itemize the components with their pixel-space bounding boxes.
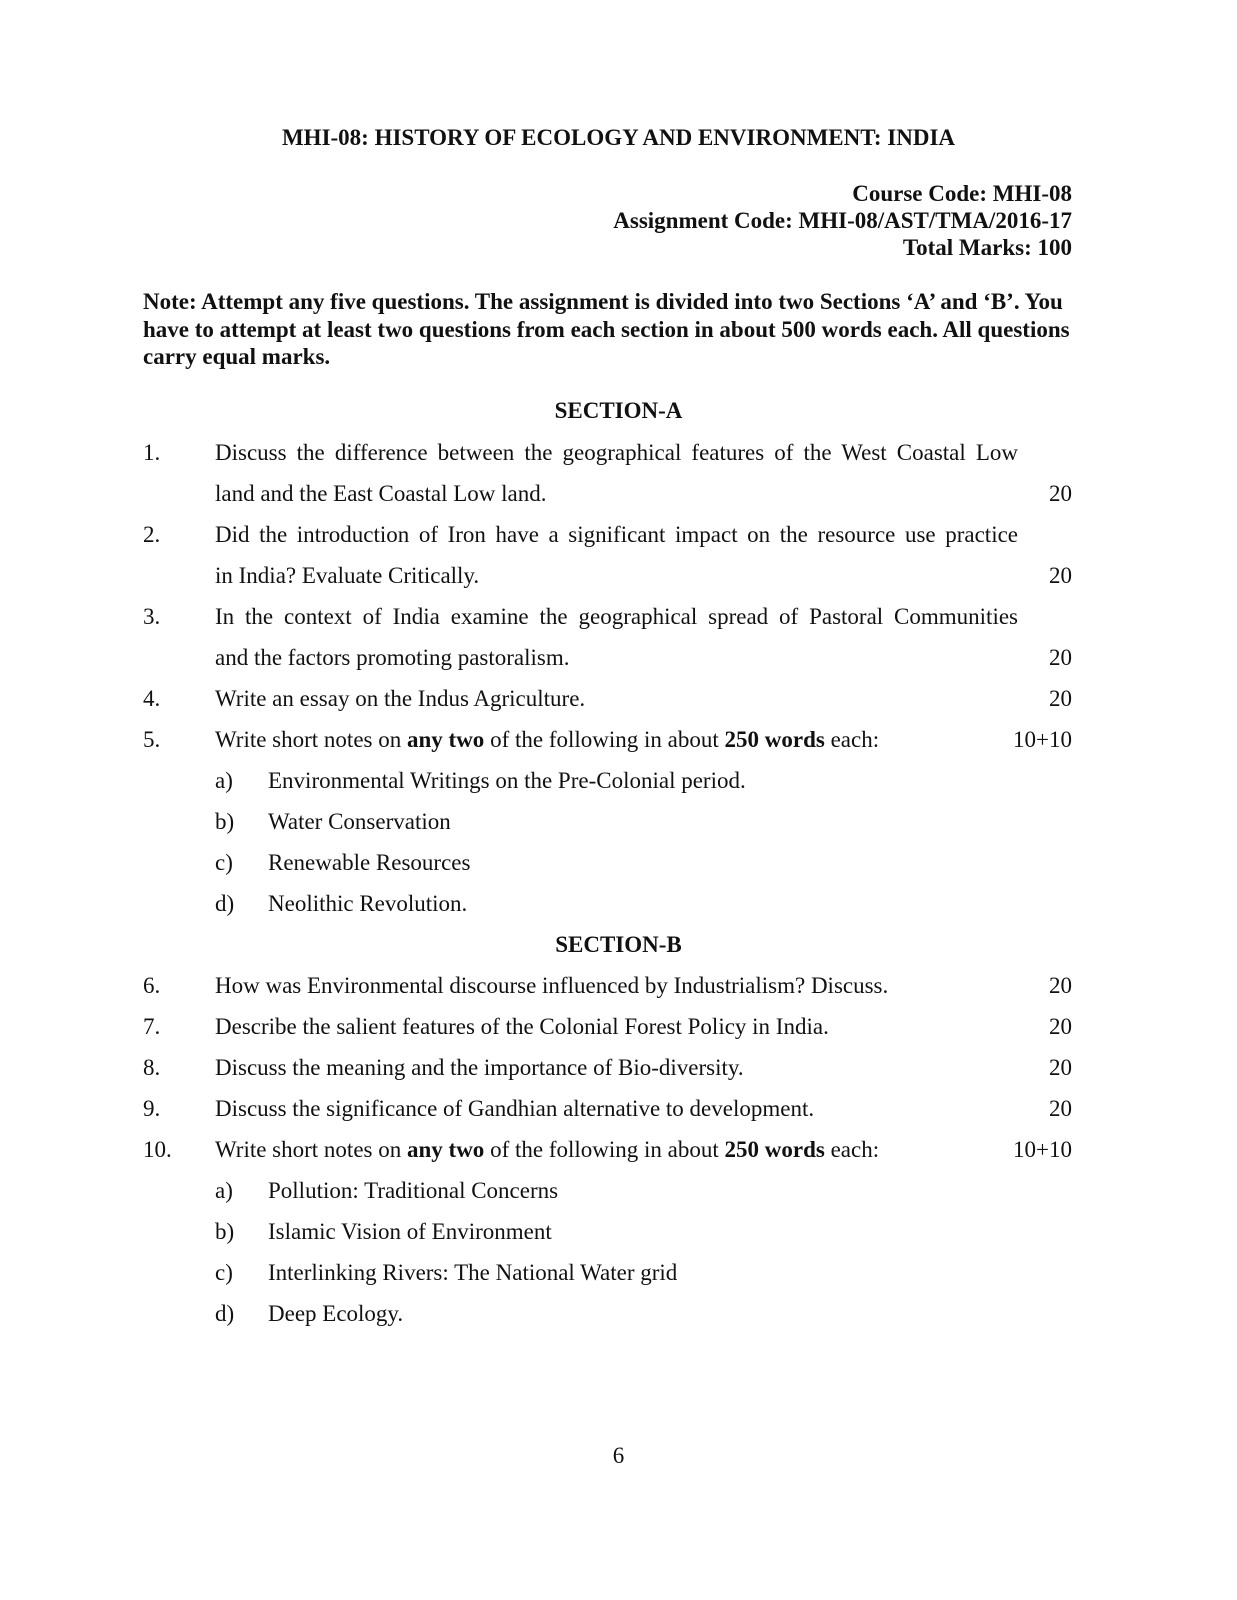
option-letter: d) (215, 891, 235, 916)
question-text: Write an essay on the Indus Agriculture. (215, 686, 586, 711)
question-text: Discuss the significance of Gandhian alternative to development. (215, 1096, 815, 1121)
question-marks: 20 (1049, 1014, 1072, 1039)
option-letter: b) (215, 1219, 235, 1244)
question-9 (0, 1096, 1237, 1126)
course-code: Course Code: MHI-08 (852, 181, 1072, 206)
option-letter: c) (215, 1260, 233, 1285)
question-number: 10. (143, 1137, 172, 1162)
section-b-heading: SECTION-B (555, 932, 682, 957)
option-text: Neolithic Revolution. (268, 891, 468, 916)
question-marks: 20 (1049, 686, 1072, 711)
question-text: Discuss the difference between the geographical features of the West Coastal Low (215, 440, 1018, 465)
question-8 (0, 1055, 1237, 1085)
question-6 (0, 973, 1237, 1003)
question-5-option-c (0, 850, 1237, 880)
question-text: In the context of India examine the geographical spread of Pastoral Communities (215, 604, 1018, 629)
question-1 (0, 440, 1237, 470)
page-number: 6 (612, 1443, 625, 1468)
question-10-option-c (0, 1260, 1237, 1290)
question-number: 3. (143, 604, 161, 629)
document-title: MHI-08: HISTORY OF ECOLOGY AND ENVIRONMENT: INDIA (281, 125, 956, 150)
emphasis-word-count: 250 words (724, 1137, 825, 1162)
question-number: 1. (143, 440, 161, 465)
question-marks: 10+10 (1013, 1137, 1072, 1162)
question-2 (0, 522, 1237, 552)
question-10-option-b (0, 1219, 1237, 1249)
option-text: Environmental Writings on the Pre-Colonial period. (268, 768, 746, 793)
question-text: land and the East Coastal Low land. (215, 481, 547, 506)
question-7 (0, 1014, 1237, 1044)
question-1-continued (0, 481, 1237, 511)
emphasis-any-two: any two (407, 727, 485, 752)
question-text: and the factors promoting pastoralism. (215, 645, 570, 670)
question-marks: 20 (1049, 1055, 1072, 1080)
option-letter: c) (215, 850, 233, 875)
question-4 (0, 686, 1237, 716)
question-2-continued (0, 563, 1237, 593)
question-text: Write short notes on any two of the following in about 250 words each: (215, 727, 880, 752)
question-10 (0, 1137, 1237, 1167)
question-number: 6. (143, 973, 161, 998)
option-text: Pollution: Traditional Concerns (268, 1178, 559, 1203)
question-text: How was Environmental discourse influenced by Industrialism? Discuss. (215, 973, 889, 998)
option-letter: d) (215, 1301, 235, 1326)
assignment-code: Assignment Code: MHI-08/AST/TMA/2016-17 (613, 208, 1072, 233)
option-letter: a) (215, 1178, 233, 1203)
question-number: 7. (143, 1014, 161, 1039)
question-number: 8. (143, 1055, 161, 1080)
emphasis-any-two: any two (407, 1137, 485, 1162)
question-5 (0, 727, 1237, 757)
emphasis-word-count: 250 words (724, 727, 825, 752)
option-text: Renewable Resources (268, 850, 471, 875)
question-number: 2. (143, 522, 161, 547)
question-number: 9. (143, 1096, 161, 1121)
option-letter: b) (215, 809, 235, 834)
question-marks: 10+10 (1013, 727, 1072, 752)
question-marks: 20 (1049, 563, 1072, 588)
option-letter: a) (215, 768, 233, 793)
question-marks: 20 (1049, 973, 1072, 998)
question-marks: 20 (1049, 645, 1072, 670)
question-5-option-a (0, 768, 1237, 798)
question-number: 5. (143, 727, 161, 752)
option-text: Deep Ecology. (268, 1301, 404, 1326)
question-10-option-d (0, 1301, 1237, 1331)
question-text: Did the introduction of Iron have a significant impact on the resource use practice (215, 522, 1018, 547)
question-marks: 20 (1049, 1096, 1072, 1121)
instructions-note: Note: Attempt any five questions. The assignment is divided into two Sections ‘A’ and ‘B’. You have to attempt at least two questions from each section in about 500 words each. All questions carry equal marks. (143, 289, 1070, 369)
question-text: Write short notes on any two of the following in about 250 words each: (215, 1137, 880, 1162)
question-10-option-a (0, 1178, 1237, 1208)
question-text: Discuss the meaning and the importance of Bio-diversity. (215, 1055, 744, 1080)
question-number: 4. (143, 686, 161, 711)
question-3 (0, 604, 1237, 634)
option-text: Water Conservation (268, 809, 451, 834)
question-text: in India? Evaluate Critically. (215, 563, 480, 588)
option-text: Interlinking Rivers: The National Water grid (268, 1260, 678, 1285)
section-a-heading: SECTION-A (554, 398, 683, 423)
total-marks: Total Marks: 100 (902, 235, 1072, 260)
question-text: Describe the salient features of the Colonial Forest Policy in India. (215, 1014, 829, 1039)
question-5-option-b (0, 809, 1237, 839)
question-5-option-d (0, 891, 1237, 921)
question-3-continued (0, 645, 1237, 675)
question-marks: 20 (1049, 481, 1072, 506)
option-text: Islamic Vision of Environment (268, 1219, 552, 1244)
